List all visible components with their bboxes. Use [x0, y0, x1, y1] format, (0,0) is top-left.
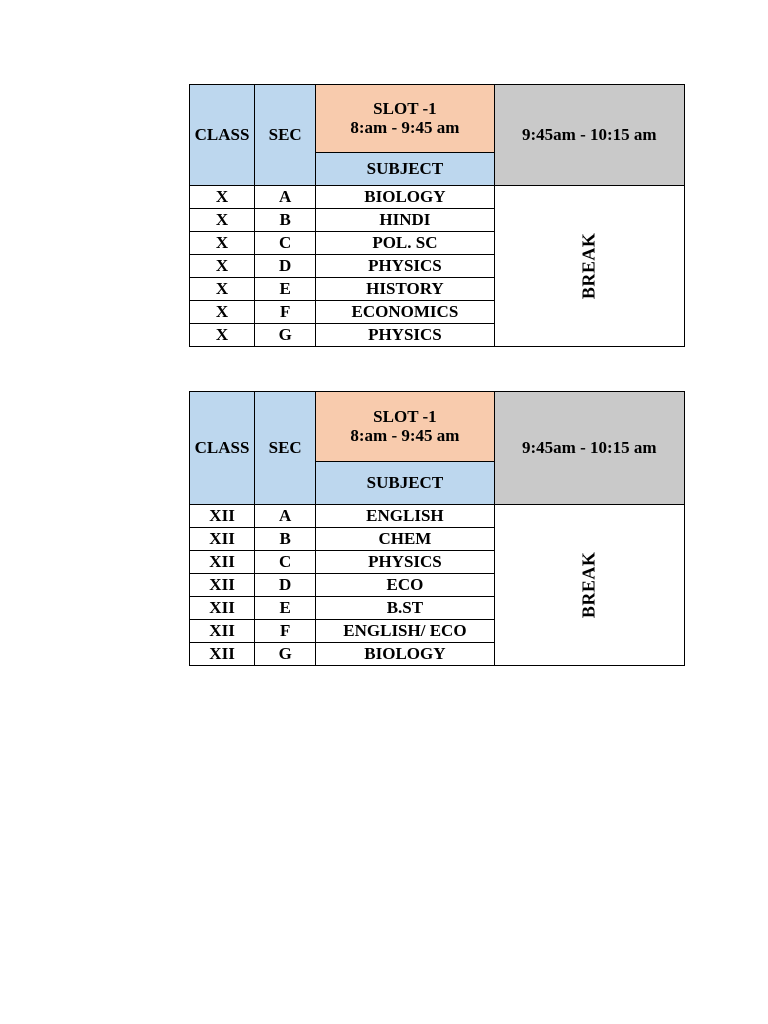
class-cell: XII	[190, 505, 255, 528]
header-row	[190, 392, 685, 462]
slot-title: SLOT -1	[373, 406, 437, 426]
sec-cell: E	[255, 597, 316, 620]
timetable-class-x	[189, 84, 685, 347]
class-cell: X	[190, 209, 255, 232]
sec-cell: D	[255, 574, 316, 597]
class-cell: XII	[190, 620, 255, 643]
sec-cell: C	[255, 551, 316, 574]
class-cell: X	[190, 186, 255, 209]
subject-cell: BIOLOGY	[316, 186, 494, 209]
class-cell: X	[190, 324, 255, 347]
subject-cell: B.ST	[316, 597, 494, 620]
sec-cell: C	[255, 232, 316, 255]
class-header: CLASS	[190, 85, 255, 186]
subject-cell: HISTORY	[316, 278, 494, 301]
table-row	[190, 505, 685, 528]
class-cell: X	[190, 301, 255, 324]
class-cell: X	[190, 255, 255, 278]
sec-cell: D	[255, 255, 316, 278]
sec-cell: B	[255, 528, 316, 551]
subject-cell: BIOLOGY	[316, 643, 494, 666]
class-header: CLASS	[190, 392, 255, 505]
sec-cell: A	[255, 505, 316, 528]
subject-cell: POL. SC	[316, 232, 494, 255]
sec-cell: A	[255, 186, 316, 209]
slot-header	[316, 85, 494, 153]
slot-header	[316, 392, 494, 462]
break-cell	[494, 186, 684, 347]
subject-cell: ECO	[316, 574, 494, 597]
class-cell: X	[190, 278, 255, 301]
sec-cell: G	[255, 643, 316, 666]
header-row	[190, 85, 685, 153]
table-row	[190, 186, 685, 209]
class-cell: XII	[190, 551, 255, 574]
subject-cell: ENGLISH/ ECO	[316, 620, 494, 643]
sec-cell: B	[255, 209, 316, 232]
subject-header: SUBJECT	[316, 462, 494, 505]
break-cell	[494, 505, 684, 666]
class-cell: XII	[190, 574, 255, 597]
class-cell: XII	[190, 643, 255, 666]
sec-header: SEC	[255, 85, 316, 186]
break-time-header: 9:45am - 10:15 am	[494, 392, 684, 505]
slot-title: SLOT -1	[373, 98, 437, 118]
subject-cell: PHYSICS	[316, 324, 494, 347]
sec-cell: G	[255, 324, 316, 347]
subject-cell: ECONOMICS	[316, 301, 494, 324]
sec-header: SEC	[255, 392, 316, 505]
class-cell: XII	[190, 528, 255, 551]
sec-cell: E	[255, 278, 316, 301]
timetable-class-xii	[189, 391, 685, 666]
sec-cell: F	[255, 620, 316, 643]
class-cell: X	[190, 232, 255, 255]
sec-cell: F	[255, 301, 316, 324]
class-cell: XII	[190, 597, 255, 620]
subject-cell: PHYSICS	[316, 255, 494, 278]
subject-header: SUBJECT	[316, 153, 494, 186]
subject-cell: CHEM	[316, 528, 494, 551]
break-time-header: 9:45am - 10:15 am	[494, 85, 684, 186]
subject-cell: PHYSICS	[316, 551, 494, 574]
slot-time: 8:am - 9:45 am	[350, 425, 460, 445]
subject-cell: ENGLISH	[316, 505, 494, 528]
break-label: BREAK	[578, 232, 599, 300]
break-label: BREAK	[578, 551, 599, 619]
slot-time: 8:am - 9:45 am	[350, 117, 460, 137]
subject-cell: HINDI	[316, 209, 494, 232]
